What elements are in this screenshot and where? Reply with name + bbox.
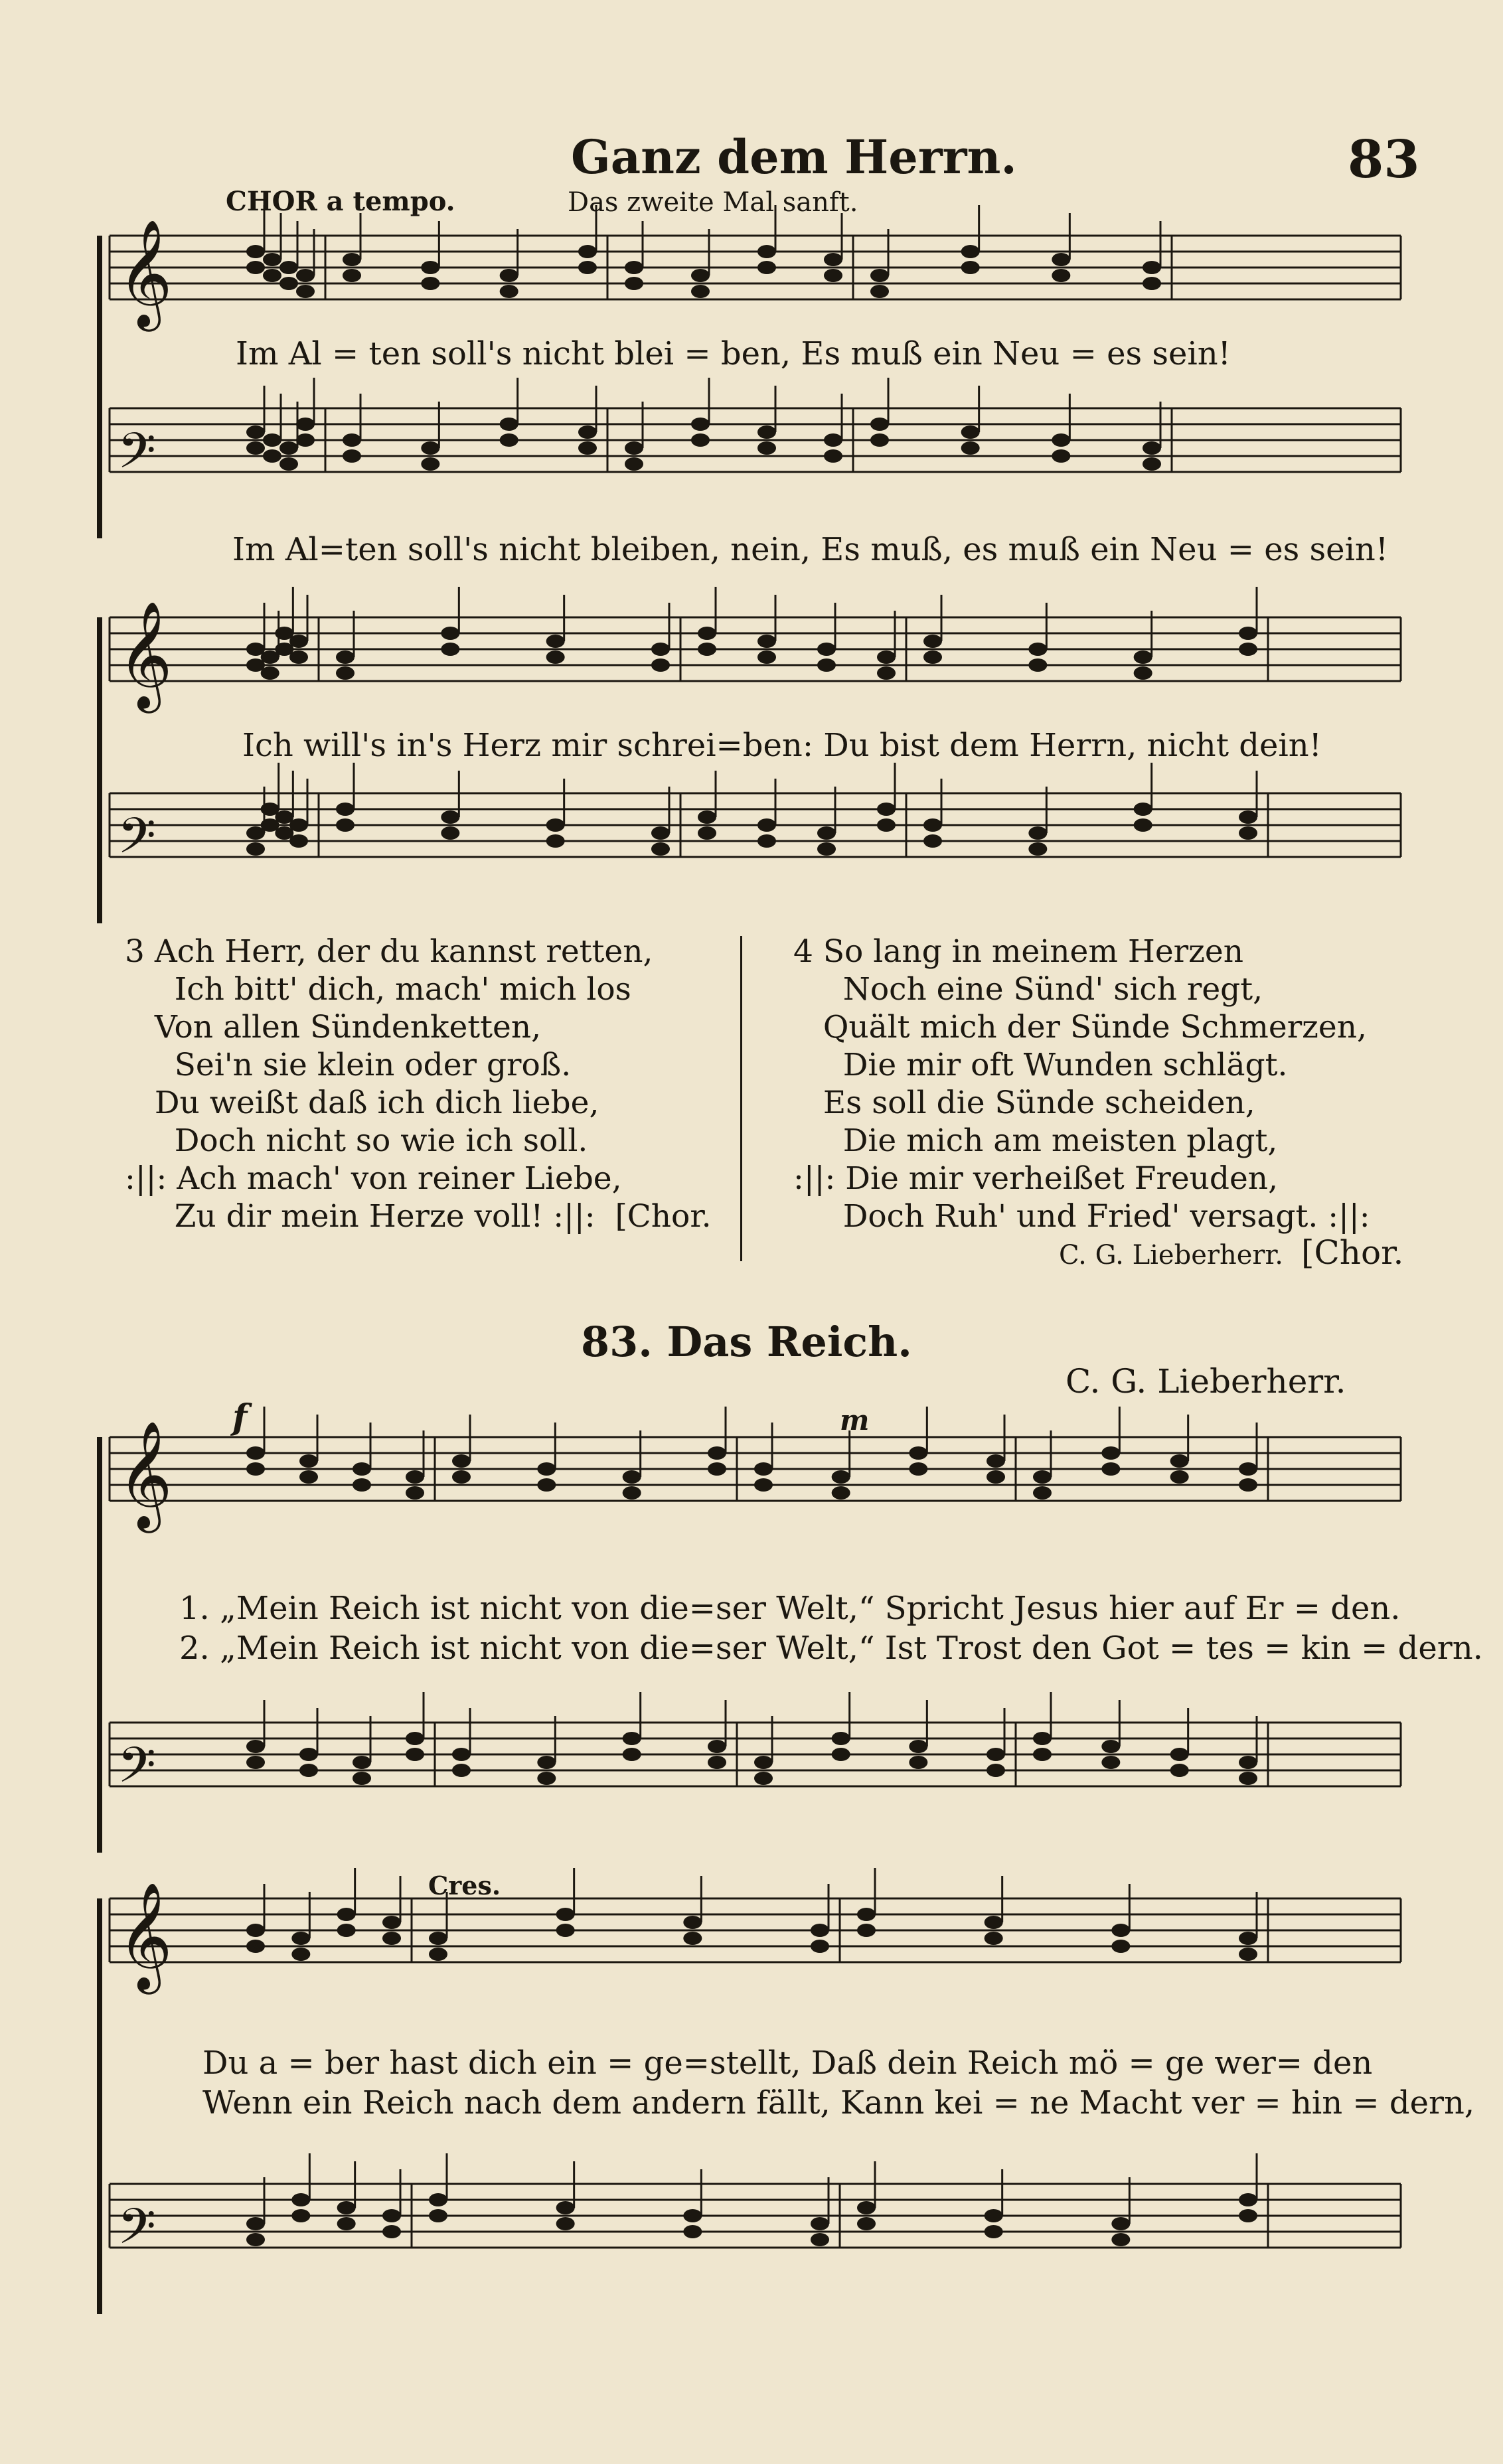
note-head (824, 253, 842, 266)
note-head (923, 635, 942, 648)
note-head (556, 2201, 575, 2214)
note-head (429, 1932, 447, 1945)
note-head (1134, 818, 1152, 832)
note-head (421, 261, 439, 274)
note-head (546, 651, 565, 664)
note-head (683, 1916, 702, 1929)
note-head (336, 803, 355, 816)
note-head (1101, 1740, 1120, 1753)
note-head (291, 2209, 310, 2222)
note-head (1052, 269, 1070, 282)
note-head (1239, 2209, 1257, 2222)
note-head (421, 277, 439, 290)
note-head (1111, 1940, 1130, 1953)
note-head (1111, 1924, 1130, 1937)
bass-clef: 𝄢 (118, 807, 156, 877)
note-head (1033, 1486, 1052, 1500)
note-head (1028, 826, 1047, 840)
note-head (261, 666, 279, 680)
note-head (1239, 643, 1257, 656)
note-head (623, 1486, 641, 1500)
composer: C. G. Lieberherr. (1066, 1362, 1346, 1401)
note-head (909, 1756, 927, 1769)
note-head (1033, 1748, 1052, 1761)
note-head (623, 1732, 641, 1745)
note-head (296, 269, 315, 282)
lyric-line: Im Al=ten soll's nicht bleiben, nein, Es muß, es muß ein Neu = es sein! (232, 531, 1389, 568)
note-head (537, 1462, 556, 1476)
note-head (441, 810, 459, 824)
note-head (698, 826, 716, 840)
note-head (500, 285, 518, 298)
note-head (683, 2225, 702, 2238)
note-head (870, 285, 889, 298)
note-head (353, 1772, 371, 1785)
lyric-line: 1. „Mein Reich ist nicht von die=ser Welt,“ Spricht Jesus hier auf Er = den. (179, 1590, 1401, 1627)
note-head (246, 441, 265, 455)
note-head (578, 245, 597, 258)
note-head (291, 1932, 310, 1945)
note-head (336, 651, 355, 664)
tempo-mark: CHOR a tempo. (226, 186, 455, 217)
note-head (546, 834, 565, 848)
note-head (870, 433, 889, 447)
note-head (817, 643, 836, 656)
note-head (877, 666, 896, 680)
note-head (343, 253, 361, 266)
note-head (452, 1764, 471, 1777)
note-head (1101, 1446, 1120, 1460)
note-head (1239, 1932, 1257, 1945)
note-head (870, 418, 889, 431)
note-head (246, 1740, 265, 1753)
note-head (421, 457, 439, 471)
lyric-line: Wenn ein Reich nach dem andern fällt, Kann kei = ne Macht ver = hin = dern, (202, 2084, 1475, 2121)
note-head (299, 1470, 318, 1484)
note-head (382, 1916, 401, 1929)
note-head (817, 826, 836, 840)
note-head (757, 261, 776, 274)
note-head (537, 1756, 556, 1769)
note-head (1239, 1772, 1257, 1785)
note-head (289, 834, 308, 848)
note-head (382, 2225, 401, 2238)
note-head (824, 269, 842, 282)
note-head (683, 1932, 702, 1945)
note-head (337, 2217, 356, 2230)
note-head (1239, 1462, 1257, 1476)
note-head (1170, 1470, 1189, 1484)
note-head (429, 2193, 447, 2206)
note-head (1111, 2217, 1130, 2230)
note-head (625, 457, 643, 471)
note-head (353, 1462, 371, 1476)
note-head (299, 1764, 318, 1777)
note-head (1239, 810, 1257, 824)
note-head (757, 651, 776, 664)
note-head (263, 433, 281, 447)
verse-3: 3 Ach Herr, der du kannst retten, Ich bitt' dich, mach' mich los Von allen Sündenketten, Sei'n sie klein oder groß. Du weißt daß ich dich liebe, Doch nicht so wie ich soll. :||: Ach mach' von reiner Liebe, Zu dir mein Herze voll! :||: [Chor. (125, 933, 712, 1235)
dynamic-mezzo: m (840, 1404, 870, 1436)
note-head (1134, 666, 1152, 680)
note-head (578, 425, 597, 439)
note-head (923, 651, 942, 664)
note-head (909, 1446, 927, 1460)
note-head (246, 1924, 265, 1937)
note-head (279, 441, 298, 455)
note-head (421, 441, 439, 455)
note-head (1143, 441, 1161, 455)
note-head (452, 1470, 471, 1484)
note-head (987, 1470, 1005, 1484)
note-head (691, 269, 710, 282)
note-head (246, 1756, 265, 1769)
note-head (246, 1446, 265, 1460)
note-head (811, 2233, 829, 2246)
note-head (757, 441, 776, 455)
note-head (757, 834, 776, 848)
note-head (923, 834, 942, 848)
note-head (382, 1932, 401, 1945)
note-head (832, 1732, 850, 1745)
note-head (625, 277, 643, 290)
note-head (1134, 803, 1152, 816)
treble-clef: 𝄞 (118, 1882, 173, 1990)
lyric-line: Im Al = ten soll's nicht blei = ben, Es muß ein Neu = es sein! (236, 335, 1231, 372)
note-head (1028, 643, 1047, 656)
note-head (1170, 1748, 1189, 1761)
note-head (1170, 1764, 1189, 1777)
note-head (651, 658, 670, 672)
note-head (1033, 1732, 1052, 1745)
note-head (382, 2209, 401, 2222)
note-head (857, 2217, 876, 2230)
note-head (985, 2209, 1003, 2222)
note-head (336, 666, 355, 680)
note-head (296, 418, 315, 431)
note-head (625, 261, 643, 274)
note-head (691, 433, 710, 447)
note-head (817, 842, 836, 856)
note-head (698, 810, 716, 824)
note-head (961, 425, 980, 439)
note-head (877, 818, 896, 832)
note-head (811, 1924, 829, 1937)
note-head (651, 826, 670, 840)
bass-clef: 𝄢 (118, 422, 156, 492)
note-head (1239, 1756, 1257, 1769)
note-head (279, 457, 298, 471)
note-head (987, 1764, 1005, 1777)
note-head (625, 441, 643, 455)
note-head (246, 261, 265, 274)
note-head (1101, 1756, 1120, 1769)
bass-clef: 𝄢 (118, 2198, 156, 2268)
note-head (246, 842, 265, 856)
note-head (757, 635, 776, 648)
note-head (708, 1740, 726, 1753)
note-head (336, 818, 355, 832)
note-head (246, 2217, 265, 2230)
dynamic-forte: f (232, 1397, 248, 1438)
note-head (1052, 253, 1070, 266)
note-head (708, 1446, 726, 1460)
note-head (246, 2233, 265, 2246)
note-head (683, 2209, 702, 2222)
note-head (537, 1772, 556, 1785)
note-head (556, 2217, 575, 2230)
lyric-line: Ich will's in's Herz mir schrei=ben: Du bist dem Herrn, nicht dein! (242, 727, 1322, 764)
page-number: 83 (1348, 129, 1420, 190)
note-head (754, 1478, 773, 1492)
note-head (1028, 658, 1047, 672)
note-head (556, 1908, 575, 1921)
note-head (923, 818, 942, 832)
treble-clef: 𝄞 (118, 601, 173, 709)
note-head (824, 449, 842, 463)
lyric-line: Du a = ber hast dich ein = ge=stellt, Daß dein Reich mö = ge wer= den (202, 2044, 1373, 2082)
lyric-line: 2. „Mein Reich ist nicht von die=ser Welt,“ Ist Trost den Got = tes = kin = dern. (179, 1630, 1483, 1667)
note-head (961, 245, 980, 258)
note-head (452, 1748, 471, 1761)
note-head (623, 1470, 641, 1484)
note-head (452, 1454, 471, 1468)
note-head (757, 818, 776, 832)
crescendo-mark: Cres. (428, 1871, 501, 1900)
note-head (651, 643, 670, 656)
note-head (1170, 1454, 1189, 1468)
note-head (1134, 651, 1152, 664)
note-head (500, 269, 518, 282)
note-head (291, 1948, 310, 1961)
note-head (337, 2201, 356, 2214)
note-head (1143, 457, 1161, 471)
note-head (1239, 826, 1257, 840)
note-head (1028, 842, 1047, 856)
note-head (857, 1924, 876, 1937)
note-head (691, 285, 710, 298)
treble-clef: 𝄞 (118, 219, 173, 327)
hymn2-title: 83. Das Reich. (581, 1318, 912, 1366)
note-head (757, 245, 776, 258)
note-head (429, 2209, 447, 2222)
note-head (1239, 1948, 1257, 1961)
note-head (698, 627, 716, 640)
note-head (1052, 449, 1070, 463)
note-head (811, 2217, 829, 2230)
note-head (909, 1462, 927, 1476)
note-head (1052, 433, 1070, 447)
note-head (289, 635, 308, 648)
chor-reference: [Chor. (1301, 1233, 1404, 1272)
note-head (291, 2193, 310, 2206)
note-head (857, 2201, 876, 2214)
note-head (289, 818, 308, 832)
note-head (353, 1478, 371, 1492)
note-head (651, 842, 670, 856)
attribution: C. G. Lieberherr. (1059, 1240, 1283, 1270)
note-head (406, 1470, 424, 1484)
note-head (1143, 261, 1161, 274)
note-head (263, 269, 281, 282)
note-head (985, 1916, 1003, 1929)
note-head (343, 449, 361, 463)
note-head (698, 643, 716, 656)
note-head (406, 1732, 424, 1745)
note-head (1239, 627, 1257, 640)
note-head (909, 1740, 927, 1753)
bass-clef: 𝄢 (118, 1736, 156, 1806)
note-head (832, 1748, 850, 1761)
note-head (289, 651, 308, 664)
note-head (299, 1454, 318, 1468)
note-head (691, 418, 710, 431)
note-head (296, 433, 315, 447)
note-head (537, 1478, 556, 1492)
note-head (754, 1772, 773, 1785)
note-head (406, 1748, 424, 1761)
column-divider (740, 936, 742, 1261)
note-head (832, 1486, 850, 1500)
verse-4: 4 So lang in meinem Herzen Noch eine Sünd' sich regt, Quält mich der Sünde Schmerzen, Die mir oft Wunden schlägt. Es soll die Sünde scheiden, Die mich am meisten plagt, :||: Die mir verheißet Freuden, Doch Ruh' und Fried' versagt. :||: (793, 933, 1370, 1235)
note-head (857, 1908, 876, 1921)
note-head (337, 1924, 356, 1937)
note-head (961, 261, 980, 274)
note-head (296, 285, 315, 298)
note-head (279, 261, 298, 274)
treble-clef: 𝄞 (118, 1421, 173, 1529)
note-head (961, 441, 980, 455)
note-head (757, 425, 776, 439)
note-head (1239, 2193, 1257, 2206)
note-head (246, 1940, 265, 1953)
note-head (824, 433, 842, 447)
note-head (1111, 2233, 1130, 2246)
hymn-title: Ganz dem Herrn. (571, 129, 1017, 185)
note-head (1239, 1478, 1257, 1492)
note-head (708, 1756, 726, 1769)
note-head (279, 277, 298, 290)
note-head (441, 643, 459, 656)
note-head (877, 651, 896, 664)
note-head (406, 1486, 424, 1500)
note-head (500, 418, 518, 431)
note-head (546, 635, 565, 648)
note-head (578, 441, 597, 455)
note-head (1033, 1470, 1052, 1484)
note-head (556, 1924, 575, 1937)
note-head (337, 1908, 356, 1921)
note-head (987, 1748, 1005, 1761)
note-head (870, 269, 889, 282)
note-head (343, 269, 361, 282)
note-head (708, 1462, 726, 1476)
note-head (246, 245, 265, 258)
note-head (877, 803, 896, 816)
note-head (246, 425, 265, 439)
note-head (546, 818, 565, 832)
note-head (299, 1748, 318, 1761)
note-head (817, 658, 836, 672)
note-head (343, 433, 361, 447)
note-head (441, 627, 459, 640)
note-head (754, 1756, 773, 1769)
note-head (832, 1470, 850, 1484)
note-head (1143, 277, 1161, 290)
note-head (811, 1940, 829, 1953)
note-head (578, 261, 597, 274)
performance-note: Das zweite Mal sanft. (568, 187, 858, 218)
note-head (985, 2225, 1003, 2238)
note-head (246, 1462, 265, 1476)
note-head (754, 1462, 773, 1476)
note-head (429, 1948, 447, 1961)
note-head (441, 826, 459, 840)
note-head (623, 1748, 641, 1761)
note-head (353, 1756, 371, 1769)
note-head (985, 1932, 1003, 1945)
note-head (263, 449, 281, 463)
note-head (987, 1454, 1005, 1468)
note-head (263, 253, 281, 266)
note-head (500, 433, 518, 447)
note-head (1101, 1462, 1120, 1476)
